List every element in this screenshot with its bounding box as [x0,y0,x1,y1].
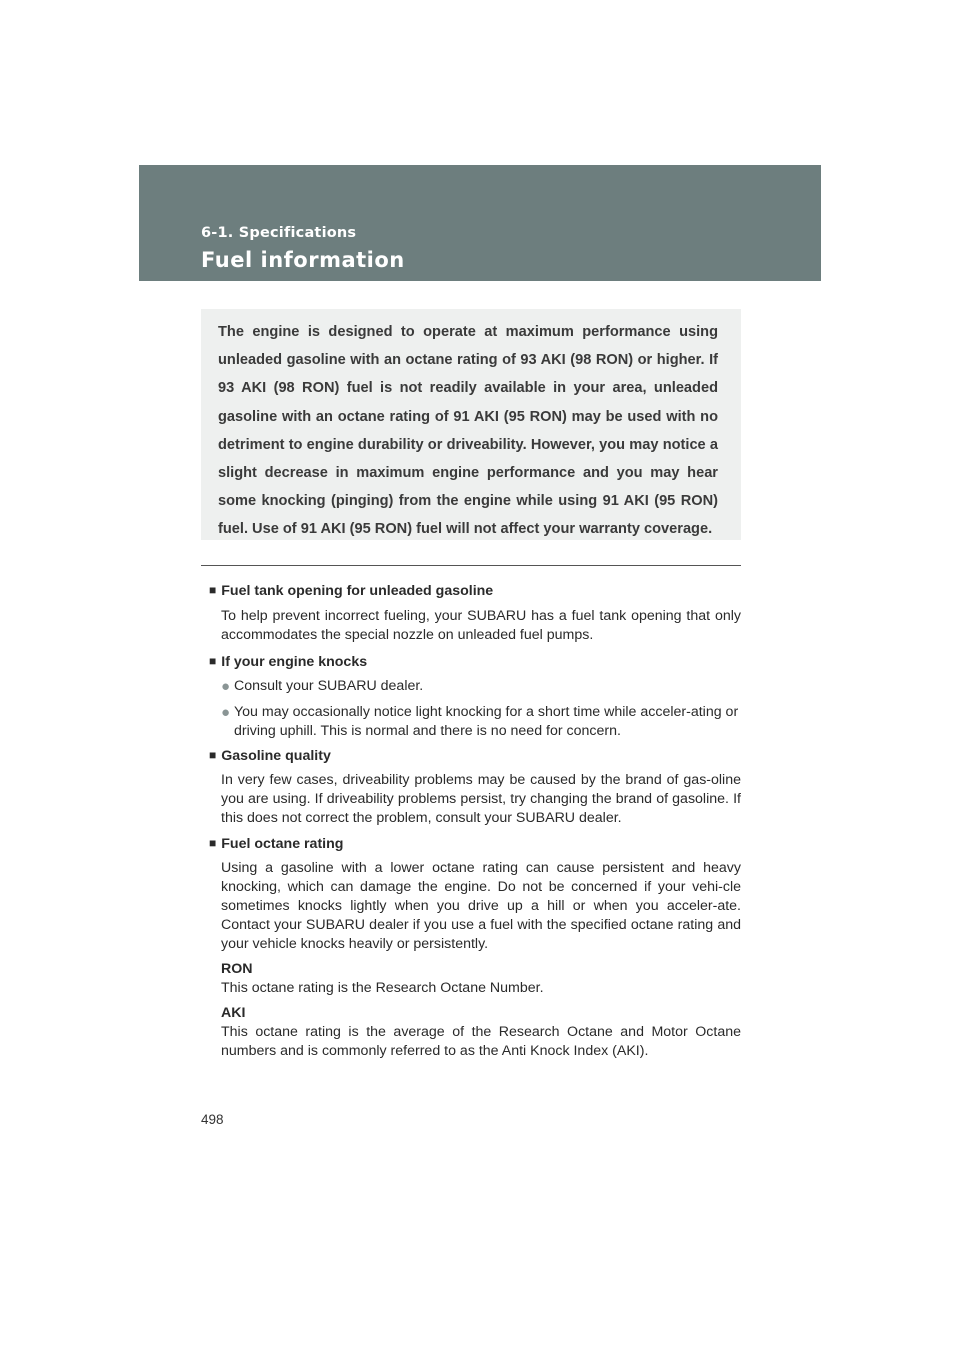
content [209,582,741,1061]
section-body-octane: Using a gasoline with a lower octane rating can cause persistent and heavy knocking, which can damage the engine. Do not be concerned if your vehi-cle sometimes knocks lightly when you drive up a hill or when you acceler-ate. Contact your SUBARU dealer if you use a fuel with the specified octane rating and your vehicle knocks heavily or persistently. [221,860,741,952]
section-body-tank: To help prevent incorrect fueling, your SUBARU has a fuel tank opening that only accommodates the special nozzle on unleaded fuel pumps. [221,608,741,643]
page-title: Fuel information [201,248,405,272]
list-item: ● You may occasionally notice light knocking for a short time while acceler-ating or driving uphill. This is normal and there is no need for concern. [221,704,739,739]
section-heading-octane: ■ Fuel octane rating [209,836,344,852]
list-item: ● Consult your SUBARU dealer. [221,678,424,695]
black-square-icon: ■ [209,583,217,597]
section-heading-knock: ■ If your engine knocks [209,654,368,670]
chapter-header [139,165,821,281]
section-label: 6-1. Specifications [201,225,357,241]
section-body-quality: In very few cases, driveability problems may be caused by the brand of gas-oline you are using. If driveability problems persist, try changing the brand of gasoline. If this does not correct the problem, consult your SUBARU dealer. [221,772,741,826]
bullet-icon: ● [221,704,231,721]
black-square-icon: ■ [209,654,217,668]
definition-aki: This octane rating is the average of the Research Octane and Motor Octane numbers and is commonly referred to as the Anti Knock Index (AKI). [221,1024,741,1059]
term-aki: AKI [221,1005,246,1021]
definition-ron: This octane rating is the Research Octane Number. [221,980,544,996]
term-ron: RON [221,961,253,977]
section-heading-tank: ■ Fuel tank opening for unleaded gasoline [209,583,494,599]
page-number: 498 [201,1112,224,1127]
intro-box [201,309,741,540]
bullet-icon: ● [221,678,231,695]
black-square-icon: ■ [209,748,217,762]
divider [201,565,741,566]
section-heading-quality: ■ Gasoline quality [209,748,331,764]
intro-text: The engine is designed to operate at maximum performance using unleaded gasoline with an octane rating of 93 AKI (98 RON) or higher. If 93 AKI (98 RON) fuel is not readily available in your area, unleaded gasoline with an octane rating of 91 AKI (95 RON) may be used with no detriment to engine durability or driveability. However, you may notice a slight decrease in maximum engine performance and you may hear some knocking (pinging) from the engine while using 91 AKI (95 RON) fuel. Use of 91 AKI (95 RON) fuel will not affect your warranty coverage. [218,324,718,538]
black-square-icon: ■ [209,836,217,850]
